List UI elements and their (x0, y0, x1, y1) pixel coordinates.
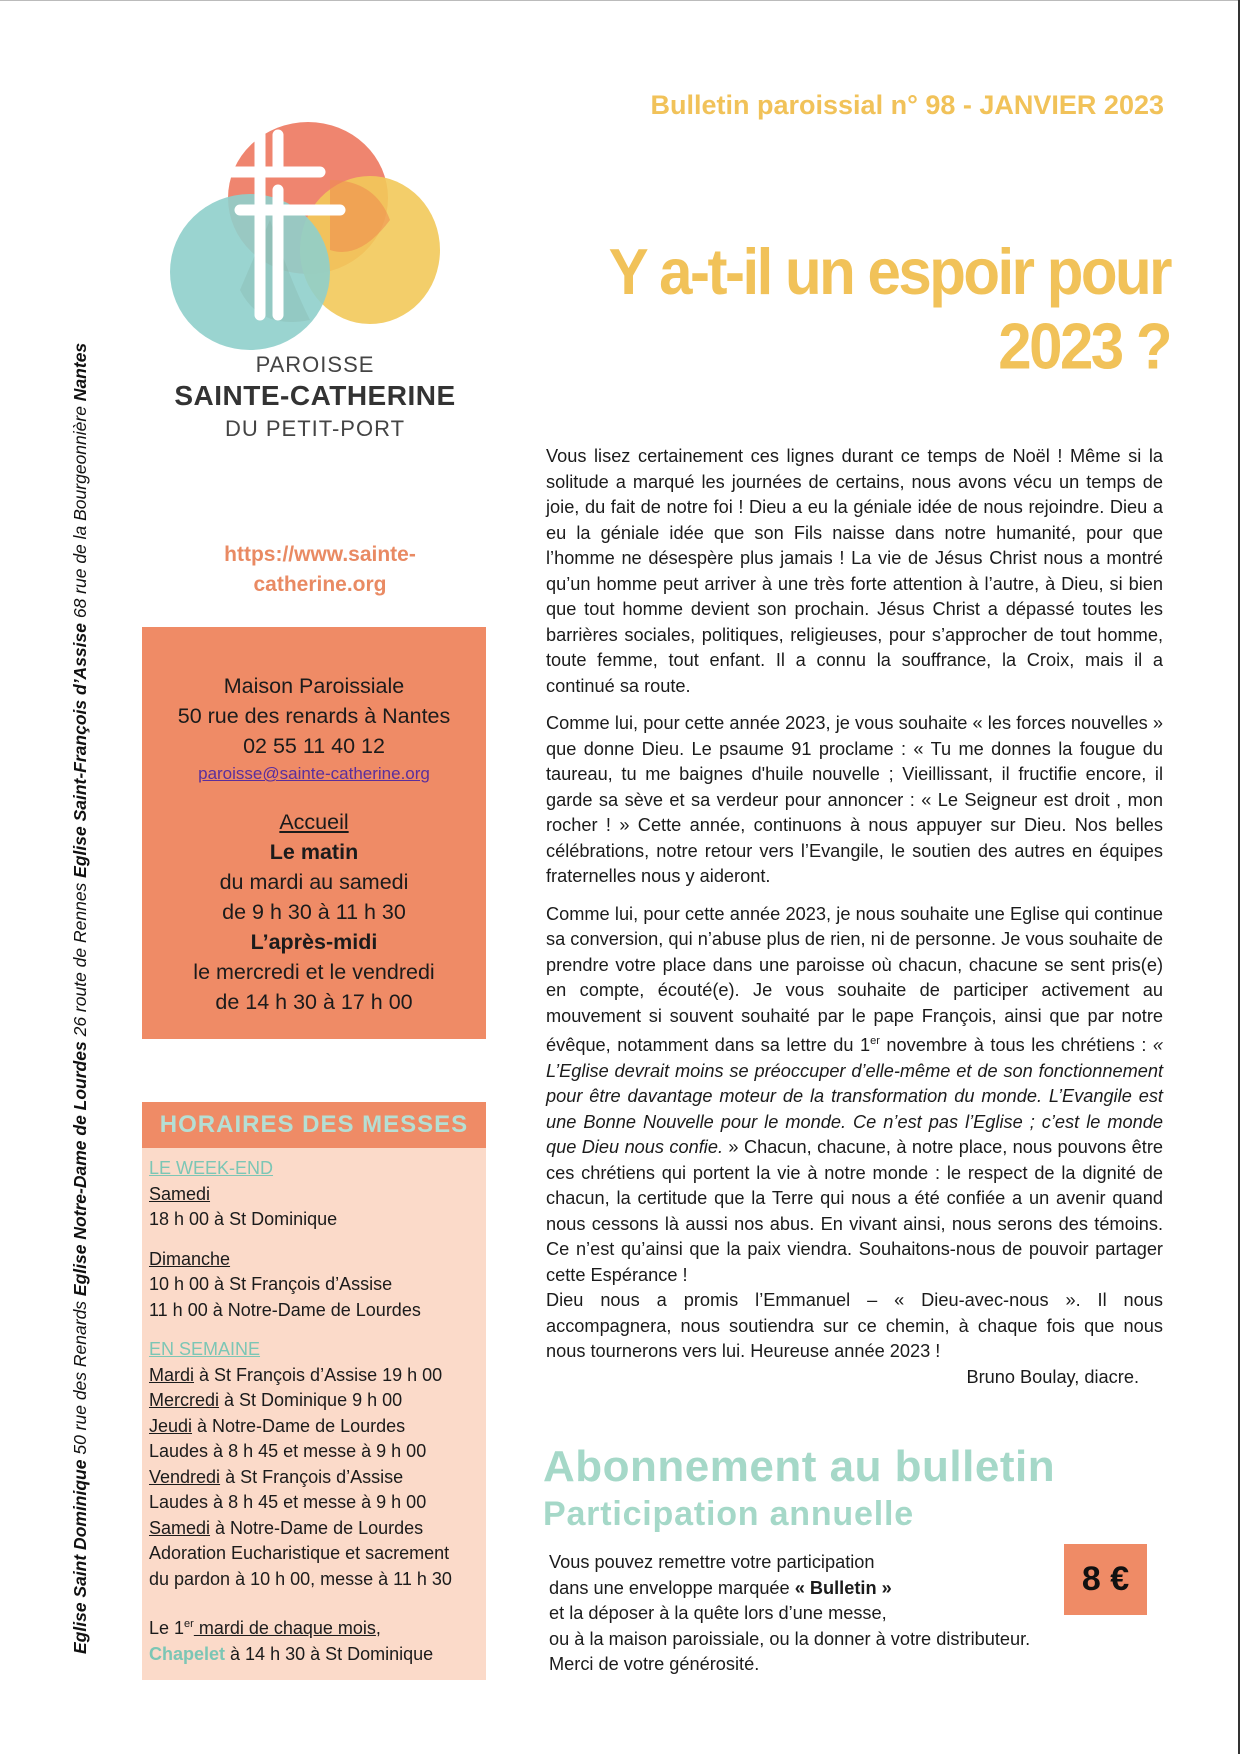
accueil-apres-midi-days: le mercredi et le vendredi (193, 960, 435, 984)
chapelet-time-row (149, 1642, 478, 1668)
saturday-time: 18 h 00 à St Dominique (149, 1209, 338, 1229)
website-link[interactable] (180, 540, 460, 600)
page-border-top (0, 0, 1240, 1)
sunday-time-1: 10 h 00 à St François d’Assise (149, 1274, 393, 1294)
article-quote: « L’Eglise devrait moins se préoccuper d’elle-même et de son fonctionnement pour être davantage moteur de la transformation du monde. L’Evangile est une Bonne Nouvelle pour le monde. Ce n’est pas l’Eglise ; c’est le monde que Dieu nous confie. (546, 1035, 1163, 1158)
tuesday-label: Mardi (149, 1364, 195, 1385)
wednesday-text: à St Dominique 9 h 00 (219, 1390, 403, 1410)
adoration-line-2: du pardon à 10 h 00, messe à 11 h 30 (149, 1568, 452, 1589)
thursday-label: Jeudi (149, 1415, 193, 1436)
logo-parish-subtitle: DU PETIT-PORT (224, 416, 406, 441)
accueil-matin-hours: de 9 h 30 à 11 h 30 (222, 900, 406, 924)
subscription-text (549, 1550, 1089, 1678)
website-line-2: catherine.org (253, 573, 387, 596)
article-signature: Bruno Boulay, diacre. (966, 1366, 1139, 1387)
chapelet-comma: , (375, 1618, 381, 1638)
thursday-laudes: Laudes à 8 h 45 et messe à 9 h 00 (149, 1441, 427, 1461)
friday-text: à St François d’Assise (220, 1466, 404, 1487)
editorial-article (546, 444, 1163, 1390)
logo-parish-name: SAINTE-CATHERINE (174, 380, 456, 411)
mass-schedule-heading: HORAIRES DES MESSES (142, 1102, 486, 1148)
article-paragraph-4: Dieu nous a promis l’Emmanuel – « Dieu-avec-nous ». Il nous accompagnera, nous soutiendra sur ce chemin, à chaque fois que nous nous tournerons vers lui. Heureuse année 2023 ! (546, 1290, 1163, 1362)
churches-address-vertical (70, 294, 91, 1654)
saturday-weekday-text: à Notre-Dame de Lourdes (210, 1517, 424, 1538)
adoration-line-1: Adoration Eucharistique et sacrement (149, 1543, 450, 1563)
subscription-line-1: Vous pouvez remettre votre participation (549, 1552, 875, 1572)
subscription-line-4: ou à la maison paroissiale, ou la donner à votre distributeur. (549, 1628, 1031, 1649)
subscription-subtitle: Participation annuelle (543, 1495, 914, 1533)
article-p3-part-a: Comme lui, pour cette année 2023, je nous souhaite une Eglise qui continue sa conversion, qui n’abuse plus de rien, ni de personne. Je vous souhaite de prendre votre place dans une paroisse où chacun, chacune se sent pris(e) en compte, écouté(e). Je vous souhaite de participer activement au mouvement si souvent souhaité par le pape François, ainsi que par notre évêque, notamment dans sa lettre du 1 (546, 903, 1163, 1056)
chapelet-ordinal: er (184, 1618, 194, 1630)
subscription-price-badge: 8 € (1064, 1544, 1147, 1615)
accueil-apres-midi-hours: de 14 h 30 à 17 h 00 (215, 990, 413, 1014)
weekend-label: LE WEEK-END (149, 1158, 274, 1178)
wednesday-label: Mercredi (149, 1390, 220, 1410)
contact-phone: 02 55 11 40 12 (243, 734, 385, 758)
chapelet-label: Chapelet (149, 1643, 226, 1664)
subscription-envelope-label: « Bulletin » (794, 1577, 892, 1598)
church-address-dominique: 50 rue des Renards (70, 1296, 90, 1460)
article-p3-part-c: » Chacun, chacune, à notre place, nous pouvons être ces chrétiens qui portent la vie à notre monde : le respect de la dignité de chacun, la certitude que la Terre qui nous a été confiée a un avenir quand nous cessons là aussi nos abus. En vivant ainsi, nous serons des témoins. Ce n’est qu’ainsi que la paix viendra. Souhaitons-nous de pouvoir partager cette Espérance ! (546, 1137, 1164, 1285)
contact-title: Maison Paroissiale (223, 674, 405, 698)
friday-label: Vendredi (149, 1466, 221, 1487)
article-paragraph-1: Vous lisez certainement ces lignes durant ce temps de Noël ! Même si la solitude a marqué les journées de certains, nous avons vécu un temps de joie, du fait de notre foi ! Dieu a eu la géniale idée de nous rejoindre. Dieu a eu la géniale idée que son Fils naisse dans notre humanité, pour que l’homme ne désespère plus jamais ! La vie de Jésus Christ nous a montré qu’un homme peut arriver à une très forte attention à l’autre, à Dieu, si bien que tout homme devient son prochain. Jésus Christ a dépassé toutes les barrières sociales, politiques, religieuses, pour s’approcher de tout homme, toute femme, tout enfant. Il a connu la souffrance, la Croix, mais il a continué sa route. (546, 446, 1163, 696)
bulletin-issue-title: Bulletin paroissial n° 98 - JANVIER 2023 (650, 90, 1164, 120)
parish-logo-icon (160, 110, 460, 370)
headline: Y a-t-il un espoir pour 2023 ? (608, 235, 1170, 383)
church-address-assise: 68 rue de la Bourgeonnière (70, 401, 90, 624)
wednesday-row (149, 1388, 478, 1414)
friday-laudes: Laudes à 8 h 45 et messe à 9 h 00 (149, 1492, 427, 1512)
friday-row (149, 1465, 478, 1491)
weekday-label: EN SEMAINE (149, 1339, 261, 1359)
article-p3-ordinal: er (870, 1035, 880, 1047)
article-paragraph-3 (546, 902, 1163, 1289)
accueil-apres-midi-label: L’après-midi (250, 930, 378, 954)
sunday-label: Dimanche (149, 1248, 231, 1269)
accueil-matin-days: du mardi au samedi (219, 870, 409, 894)
church-address-lourdes: 26 route de Rennes (70, 877, 90, 1042)
saturday-label: Samedi (149, 1183, 211, 1204)
saturday-weekday-label: Samedi (149, 1517, 211, 1538)
article-paragraph-2: Comme lui, pour cette année 2023, je vous souhaite « les forces nouvelles » que donne Dieu. Le psaume 91 proclame : « Tu me donnes la fougue du taureau, tu me baignes d'huile nouvelle ; Vieillissant, il fructifie encore, il garde sa sève et sa verdeur pour annoncer : « Le Seigneur est droit , mon rocher ! » Cette année, continuons à nous appuyer sur Dieu. Nos belles célébrations, notre retour vers l’Evangile, le soutien des autres en équipes fraternelles nous y aideront. (546, 713, 1163, 886)
subscription-line-2 (549, 1576, 1089, 1602)
mass-schedule-box (142, 1148, 486, 1680)
subscription-line-2-text: dans une enveloppe marquée (549, 1577, 795, 1598)
website-line-1: https://www.sainte- (224, 543, 416, 566)
thursday-text: à Notre-Dame de Lourdes (192, 1415, 406, 1436)
article-p3-part-b: novembre à tous les chrétiens : (879, 1035, 1153, 1056)
accueil-matin-label: Le matin (269, 840, 359, 864)
contact-box (142, 627, 486, 1039)
chapelet-row (149, 1612, 478, 1642)
church-name-assise: Eglise Saint-François d’Assise (70, 623, 90, 878)
city-name: Nantes (70, 342, 90, 402)
subscription-title: Abonnement au bulletin (543, 1442, 1056, 1491)
tuesday-text: à St François d’Assise 19 h 00 (194, 1364, 443, 1385)
church-name-lourdes: Eglise Notre-Dame de Lourdes (70, 1041, 90, 1297)
church-name-dominique: Eglise Saint Dominique (70, 1459, 90, 1654)
subscription-line-3: et la déposer à la quête lors d’une messe, (549, 1603, 887, 1623)
tuesday-row (149, 1363, 478, 1389)
subscription-line-5: Merci de votre générosité. (549, 1654, 760, 1674)
saturday-weekday-row (149, 1516, 478, 1542)
accueil-heading: Accueil (279, 810, 349, 834)
chapelet-day: mardi de chaque mois (193, 1618, 376, 1638)
contact-address: 50 rue des renards à Nantes (177, 704, 451, 728)
sunday-time-2: 11 h 00 à Notre-Dame de Lourdes (149, 1299, 421, 1320)
chapelet-prefix: Le 1 (149, 1618, 185, 1638)
logo-paroisse-text: PAROISSE (255, 352, 375, 377)
contact-email-link[interactable]: paroisse@sainte-catherine.org (198, 764, 430, 783)
thursday-row (149, 1414, 478, 1440)
chapelet-time: à 14 h 30 à St Dominique (225, 1643, 434, 1664)
